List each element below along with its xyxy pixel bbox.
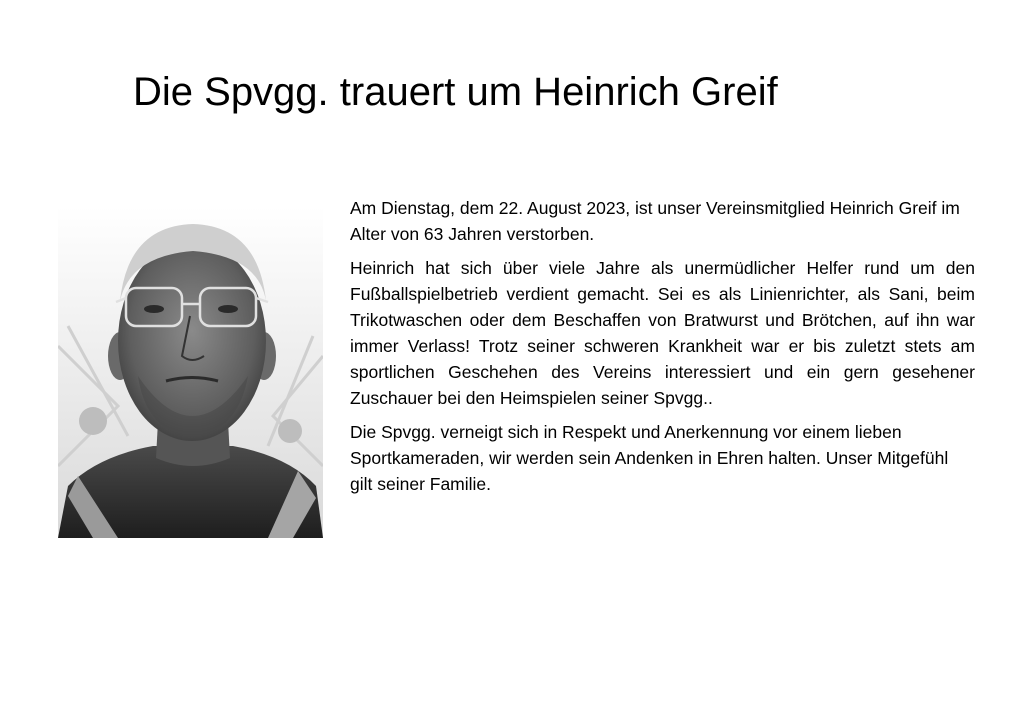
- paragraph-announcement: Am Dienstag, dem 22. August 2023, ist unser Vereinsmitglied Heinrich Greif im Alter von 63 Jahren verstorben.: [350, 198, 960, 244]
- portrait-photo: [58, 206, 323, 538]
- paragraph-tribute: Heinrich hat sich über viele Jahre als unermüdlicher Helfer rund um den Fußballspielbetrieb verdient gemacht. Sei es als Linienrichter, als Sani, beim Trikotwaschen oder dem Beschaffen von Bratwurst und Brötchen, auf ihn war immer Verlass! Trotz seiner schweren Krankheit war er bis zuletzt stets am sportlichen Geschehen des Vereins interessiert und ein gern gesehener Zuschauer bei den Heimspielen seiner Spvgg..: [350, 258, 975, 408]
- portrait-image: [58, 206, 323, 538]
- page-title: Die Spvgg. trauert um Heinrich Greif: [133, 70, 778, 114]
- obituary-text: [350, 195, 975, 505]
- paragraph-condolence: Die Spvgg. verneigt sich in Respekt und Anerkennung vor einem lieben Sportkameraden, wir werden sein Andenken in Ehren halten. Unser Mitgefühl gilt seiner Familie.: [350, 422, 949, 494]
